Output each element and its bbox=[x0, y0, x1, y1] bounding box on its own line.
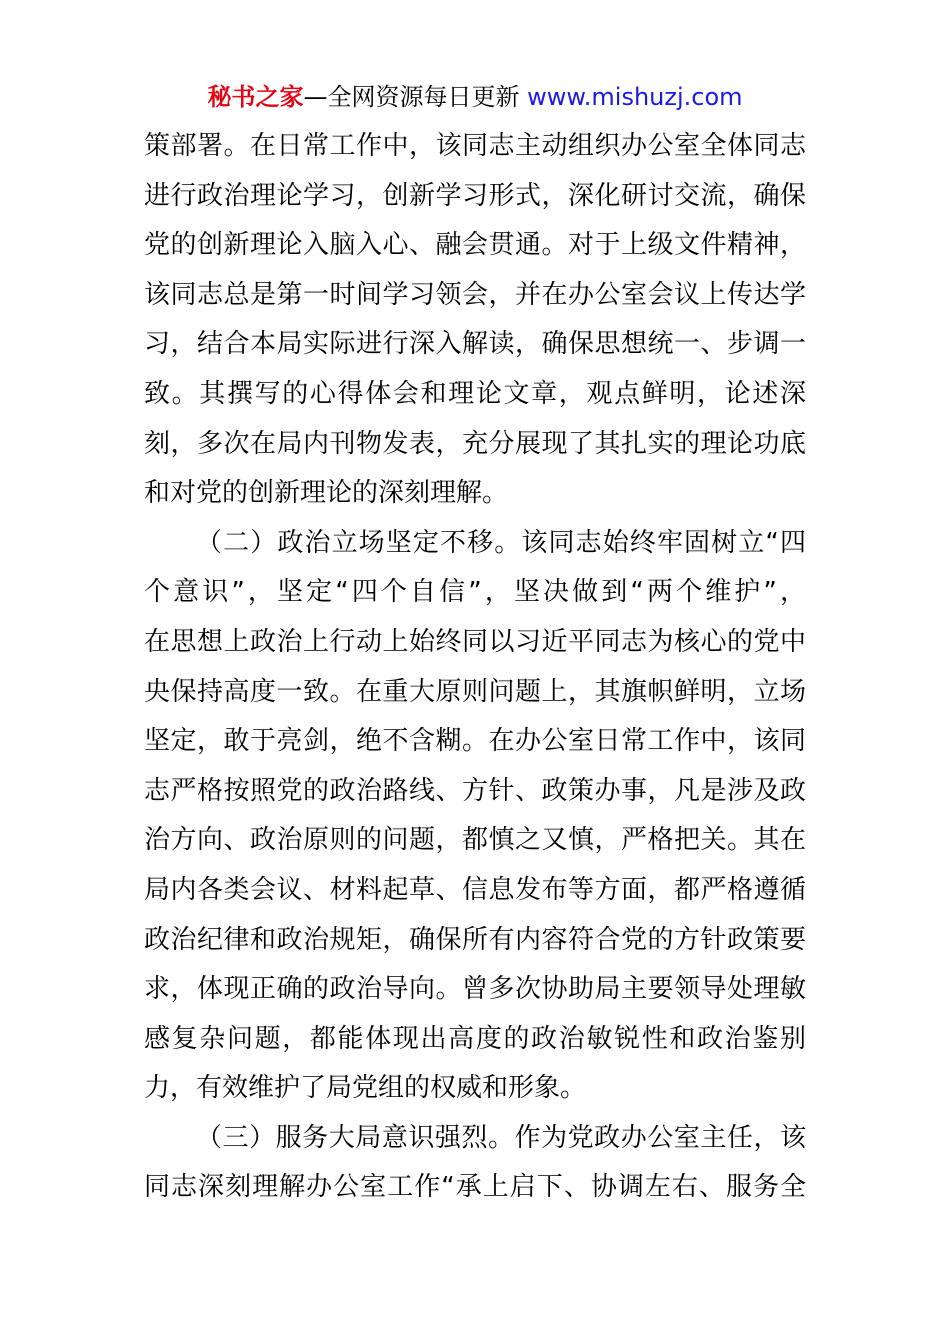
text-line: 致。其撰写的心得体会和理论文章，观点鲜明，论述深 bbox=[144, 378, 806, 409]
document-body bbox=[144, 122, 806, 1213]
text-line: 策部署。在日常工作中，该同志主动组织办公室全体同志 bbox=[144, 131, 806, 161]
text-line: 志严格按照党的政治路线、方针、政策办事，凡是涉及政 bbox=[144, 775, 806, 806]
text-line: 政治纪律和政治规矩，确保所有内容符合党的方针政策要 bbox=[144, 924, 806, 955]
site-url-link[interactable]: www.mishuzj.com bbox=[527, 83, 743, 111]
text-line: 感复杂问题，都能体现出高度的政治敏锐性和政治鉴别 bbox=[144, 1023, 806, 1054]
text-line: 进行政治理论学习，创新学习形式，深化研讨交流，确保 bbox=[144, 180, 806, 211]
text-line: 央保持高度一致。在重大原则问题上，其旗帜鲜明，立场 bbox=[144, 676, 806, 707]
text-line: 习，结合本局实际进行深入解读，确保思想统一、步调一 bbox=[144, 329, 806, 360]
text-line: 和对党的创新理论的深刻理解。 bbox=[144, 478, 509, 509]
text-line: 党的创新理论入脑入心、融会贯通。对于上级文件精神， bbox=[144, 230, 806, 261]
text-line: （二）政治立场坚定不移。该同志始终牢固树立“四 bbox=[196, 527, 806, 558]
text-line: 该同志总是第一时间学习领会，并在办公室会议上传达学 bbox=[144, 279, 806, 310]
text-line: 在思想上政治上行动上始终同以习近平同志为核心的党中 bbox=[144, 626, 806, 657]
text-line: 刻，多次在局内刊物发表，充分展现了其扎实的理论功底 bbox=[144, 428, 806, 459]
site-tagline: —全网资源每日更新 bbox=[303, 83, 528, 111]
text-line: 同志深刻理解办公室工作“承上启下、协调左右、服务全 bbox=[144, 1172, 806, 1203]
text-line: 力，有效维护了局党组的权威和形象。 bbox=[144, 1073, 587, 1104]
text-line: 坚定，敢于亮剑，绝不含糊。在办公室日常工作中，该同 bbox=[144, 726, 806, 757]
text-line: 求，体现正确的政治导向。曾多次协助局主要领导处理敏 bbox=[144, 974, 806, 1005]
text-line: 局内各类会议、材料起草、信息发布等方面，都严格遵循 bbox=[144, 874, 806, 905]
text-line: 治方向、政治原则的问题，都慎之又慎，严格把关。其在 bbox=[144, 825, 806, 856]
site-header bbox=[0, 80, 950, 114]
text-line: 个意识”，坚定“四个自信”，坚决做到“两个维护”， bbox=[144, 577, 806, 608]
site-brand: 秘书之家 bbox=[207, 83, 304, 111]
text-line: （三）服务大局意识强烈。作为党政办公室主任，该 bbox=[196, 1122, 806, 1153]
